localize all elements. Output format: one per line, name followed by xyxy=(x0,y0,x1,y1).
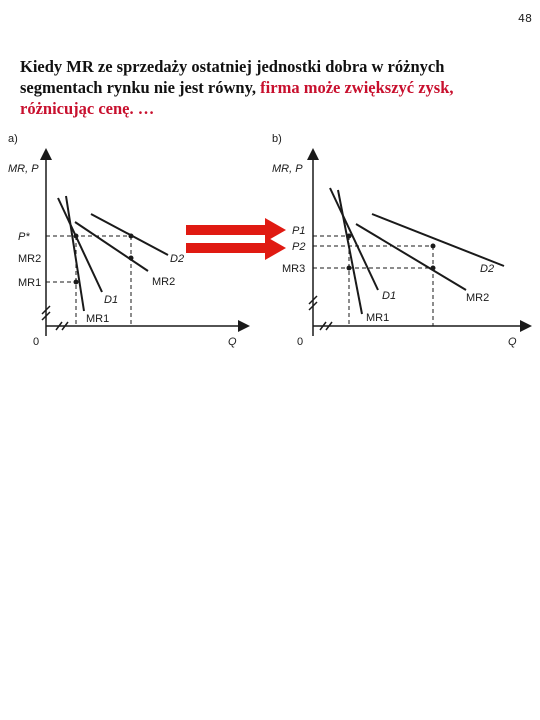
panel-b-mr1-curve xyxy=(338,190,362,314)
panel-b-point xyxy=(347,266,352,271)
panel-b-tag: b) xyxy=(272,133,282,145)
panel-a-tag: a) xyxy=(8,133,18,145)
panel-b-d2-label: D2 xyxy=(480,263,495,275)
panel-a-mr2-label: MR2 xyxy=(152,276,176,288)
panel-a-d1-label: D1 xyxy=(104,294,119,306)
red-arrow-icon xyxy=(186,236,286,260)
panel-a-point xyxy=(74,234,79,239)
panel-b-d2-curve xyxy=(372,214,504,266)
panel-b-mr2-label: MR2 xyxy=(466,292,490,304)
panel-b-x-axis-label: Q xyxy=(508,336,517,348)
panel-b-d1-label: D1 xyxy=(382,290,397,302)
panel-a-mr2-curve xyxy=(75,222,148,271)
panel-a-x-axis-label: Q xyxy=(228,336,237,348)
panel-b-mr3-label: MR3 xyxy=(282,263,306,275)
page-number: 48 xyxy=(518,12,532,25)
panel-b xyxy=(272,133,526,348)
panel-a-mr1-curve xyxy=(66,196,84,311)
panel-b-y-axis-label: MR, P xyxy=(272,163,303,175)
panel-b-p1-label: P1 xyxy=(292,225,306,237)
panel-b-p2-label: P2 xyxy=(292,241,306,253)
panel-a-d2-label: D2 xyxy=(170,253,185,265)
panel-a-point xyxy=(74,280,79,285)
panel-a-mr2-price-label: MR2 xyxy=(18,253,42,265)
panel-a-origin: 0 xyxy=(33,336,40,348)
panel-a-point xyxy=(129,256,134,261)
panel-a-mr1-label: MR1 xyxy=(86,313,110,325)
panel-b-origin: 0 xyxy=(297,336,304,348)
panel-b-point xyxy=(431,266,436,271)
panel-a-y-axis-label: MR, P xyxy=(8,163,39,175)
panel-b-mr1-label: MR1 xyxy=(366,312,390,324)
red-arrow-icon xyxy=(186,218,286,242)
panel-a-pstar-label: P* xyxy=(18,231,30,243)
panel-b-point xyxy=(347,234,352,239)
heading-highlight: firma może zwiększyć zysk, różnicując cenę. … xyxy=(20,78,454,118)
panel-b-point xyxy=(431,244,436,249)
panel-a-d1-curve xyxy=(58,198,102,292)
transition-arrows xyxy=(186,218,286,260)
panel-a-mr1-price-label: MR1 xyxy=(18,277,42,289)
heading-text: Kiedy MR ze sprzedaży ostatniej jednostki dobra w różnych segmentach rynku nie jest równy, xyxy=(20,57,445,97)
panel-a xyxy=(8,133,244,348)
panel-a-point xyxy=(129,234,134,239)
